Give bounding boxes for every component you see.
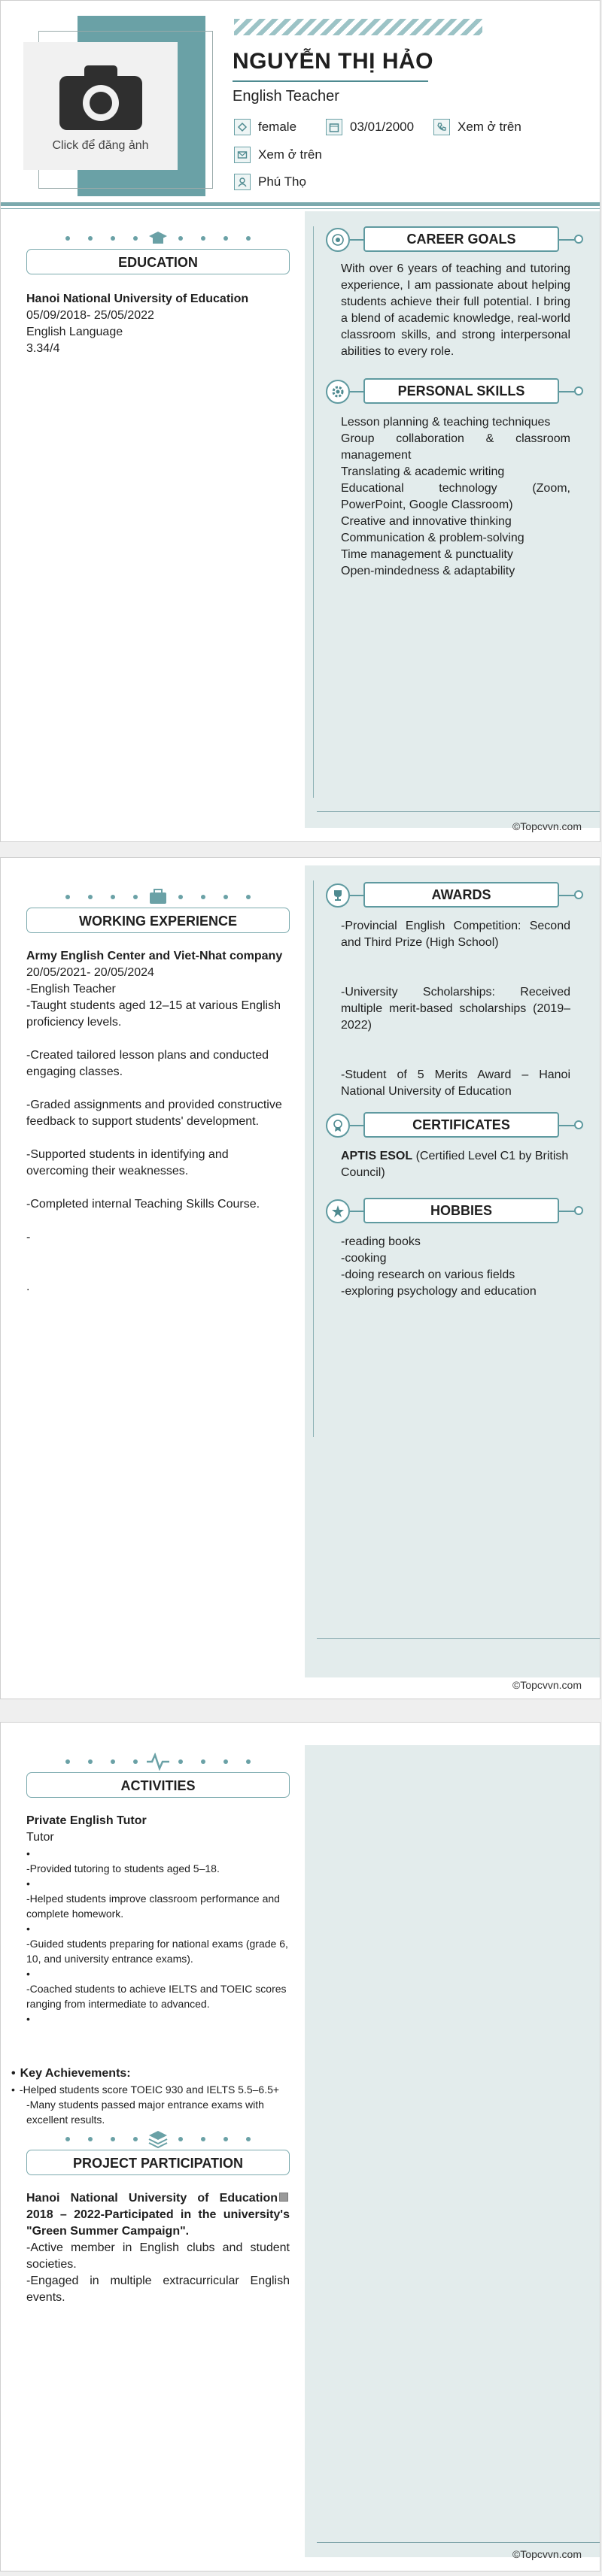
header-band-line (1, 208, 600, 209)
medal-icon (326, 1114, 350, 1138)
career-goals-text: With over 6 years of teaching and tutoring experience, I am passionate about helping students achieve their full potential. I bring a blend of academic knowledge, real-world classroom skills, and strong interpersonal abilities to every role. (341, 262, 570, 358)
right-timeline (313, 226, 314, 798)
personal-skills-title: PERSONAL SKILLS (363, 378, 559, 404)
bullet (26, 1876, 290, 1891)
footer-credit: ©Topcvvn.com (512, 1679, 582, 1691)
certificates-content (341, 1148, 570, 1181)
certificates-title: CERTIFICATES (363, 1112, 559, 1138)
education-major: English Language (26, 326, 123, 338)
bullet (26, 1966, 290, 1981)
phone-value: Xem ở trên (458, 120, 521, 134)
cv-page-1 (0, 0, 600, 842)
full-name: NGUYỄN THỊ HẢO (233, 49, 434, 74)
skill-item: Time management & punctuality (341, 548, 513, 561)
activity-item: -Provided tutoring to students aged 5–18. (26, 1862, 220, 1874)
gender-icon (234, 119, 251, 135)
award-item: -University Scholarships: Received multiple merit-based scholarships (2019–2022) (341, 986, 570, 1032)
awards-heading (326, 882, 585, 909)
right-timeline (313, 880, 314, 1437)
star-icon (326, 1199, 350, 1223)
work-trailing: . (26, 1280, 30, 1293)
awards-title: AWARDS (363, 882, 559, 908)
graduation-cap-icon (26, 229, 290, 247)
email-icon (234, 147, 251, 163)
header-stripe (234, 19, 482, 35)
bullet (26, 1846, 290, 1861)
work-period: 20/05/2021- 20/05/2024 (26, 966, 154, 979)
target-icon (326, 228, 350, 252)
gear-icon (326, 380, 350, 404)
skill-item: Translating & academic writing (341, 465, 505, 478)
placeholder-glyph (279, 2193, 288, 2202)
work-item: -Graded assignments and provided constructive feedback to support students' development. (26, 1099, 282, 1128)
project-item: -Active member in English clubs and student societies. (26, 2241, 290, 2271)
footer-line (317, 2542, 600, 2543)
dob-value: 03/01/2000 (350, 120, 415, 134)
email-info (234, 147, 322, 163)
hobbies-list (341, 1234, 570, 1300)
footer-credit: ©Topcvvn.com (512, 820, 582, 832)
education-title: EDUCATION (26, 249, 290, 274)
personal-skills-list (341, 414, 570, 580)
certificates-heading (326, 1112, 585, 1139)
right-panel (305, 1745, 600, 2557)
education-gpa: 3.34/4 (26, 342, 60, 355)
hobbies-title: HOBBIES (363, 1198, 559, 1223)
phone-info (433, 119, 521, 135)
footer-line (317, 1638, 600, 1639)
activity-item: -Helped students improve classroom performance and complete homework. (26, 1893, 280, 1920)
activity-role: Tutor (26, 1831, 54, 1844)
photo-area[interactable] (23, 16, 211, 196)
activity-item: -Guided students preparing for national exams (grade 6, 10, and university entrance exams). (26, 1938, 288, 1965)
address-value: Phú Thọ (258, 174, 306, 189)
activities-content (26, 1813, 290, 2026)
activities-title: ACTIVITIES (26, 1772, 290, 1798)
gender-value: female (258, 120, 297, 134)
footer-credit: ©Topcvvn.com (512, 2548, 582, 2560)
layers-icon (26, 2130, 290, 2148)
work-content (26, 948, 290, 1296)
activity-org: Private English Tutor (26, 1814, 147, 1827)
cv-page-2 (0, 857, 600, 1699)
project-detail: 2018 – 2022-Participated in the university's "Green Summer Campaign". (26, 2208, 290, 2238)
award-item: -Student of 5 Merits Award – Hanoi National University of Education (341, 1068, 570, 1098)
work-item: -Created tailored lesson plans and conducted engaging classes. (26, 1049, 269, 1078)
cv-page-3 (0, 1722, 600, 2571)
calendar-icon (326, 119, 342, 135)
work-company: Army English Center and Viet-Nhat company (26, 950, 283, 962)
email-value: Xem ở trên (258, 147, 322, 162)
person-icon (234, 174, 251, 190)
work-item: -Taught students aged 12–15 at various English proficiency levels. (26, 999, 281, 1029)
photo-upload-box[interactable] (23, 42, 178, 170)
footer-line (317, 811, 600, 812)
education-school: Hanoi National University of Education (26, 292, 249, 305)
hobby-item: -doing research on various fields (341, 1268, 515, 1281)
camera-icon (56, 61, 146, 132)
phone-icon (433, 119, 450, 135)
awards-list (341, 918, 570, 1100)
skill-item: Creative and innovative thinking (341, 515, 512, 528)
projects-title: PROJECT PARTICIPATION (26, 2150, 290, 2175)
hobby-item: -exploring psychology and education (341, 1285, 537, 1298)
name-underline (233, 80, 428, 82)
career-goals-title: CAREER GOALS (363, 226, 559, 252)
dob-info (326, 119, 414, 135)
gender-info (234, 119, 296, 135)
briefcase-icon (26, 888, 290, 906)
work-trailing: - (26, 1231, 31, 1244)
skill-item: Communication & problem-solving (341, 532, 524, 544)
activity-item: -Coached students to achieve IELTS and TOEIC scores ranging from intermediate to advanced. (26, 1983, 287, 2010)
hobby-item: -reading books (341, 1235, 421, 1248)
project-school: Hanoi National University of Education (26, 2192, 278, 2205)
skill-item: Open-mindedness & adaptability (341, 565, 515, 577)
work-item: -Supported students in identifying and overcoming their weaknesses. (26, 1148, 229, 1177)
header-band (1, 202, 600, 206)
education-content (26, 291, 290, 357)
bullet (26, 2011, 290, 2026)
skill-item: Group collaboration & classroom management (341, 432, 570, 462)
job-title: English Teacher (233, 88, 339, 105)
bullet (26, 1921, 290, 1936)
key-achievements (11, 2065, 290, 2127)
hobbies-heading (326, 1198, 585, 1225)
work-item: -Completed internal Teaching Skills Course. (26, 1198, 260, 1211)
career-goals-heading (326, 226, 585, 253)
education-period: 05/09/2018- 25/05/2022 (26, 309, 154, 322)
key-achievements-title: Key Achievements: (20, 2067, 131, 2080)
certificate-name: APTIS ESOL (341, 1150, 413, 1162)
work-title: WORKING EXPERIENCE (26, 908, 290, 933)
key-achievement-item: -Many students passed major entrance exams with excellent results. (26, 2099, 264, 2126)
pulse-icon (26, 1753, 290, 1771)
certificate-detail: (Certified Level C1 by British Council) (341, 1150, 569, 1179)
address-info (234, 174, 306, 190)
photo-label: Click để đăng ảnh (52, 139, 149, 152)
skill-item: Lesson planning & teaching techniques (341, 416, 551, 429)
award-item: -Provincial English Competition: Second and Third Prize (High School) (341, 920, 570, 949)
skill-item: Educational technology (Zoom, PowerPoint, Google Classroom) (341, 482, 570, 511)
key-achievement-item: -Helped students score TOEIC 930 and IELTS 5.5–6.5+ (19, 2084, 280, 2096)
hobby-item: -cooking (341, 1252, 387, 1265)
trophy-icon (326, 883, 350, 908)
project-item: -Engaged in multiple extracurricular English events. (26, 2274, 290, 2304)
projects-content (26, 2190, 290, 2306)
work-role: -English Teacher (26, 983, 116, 996)
personal-skills-heading (326, 378, 585, 405)
